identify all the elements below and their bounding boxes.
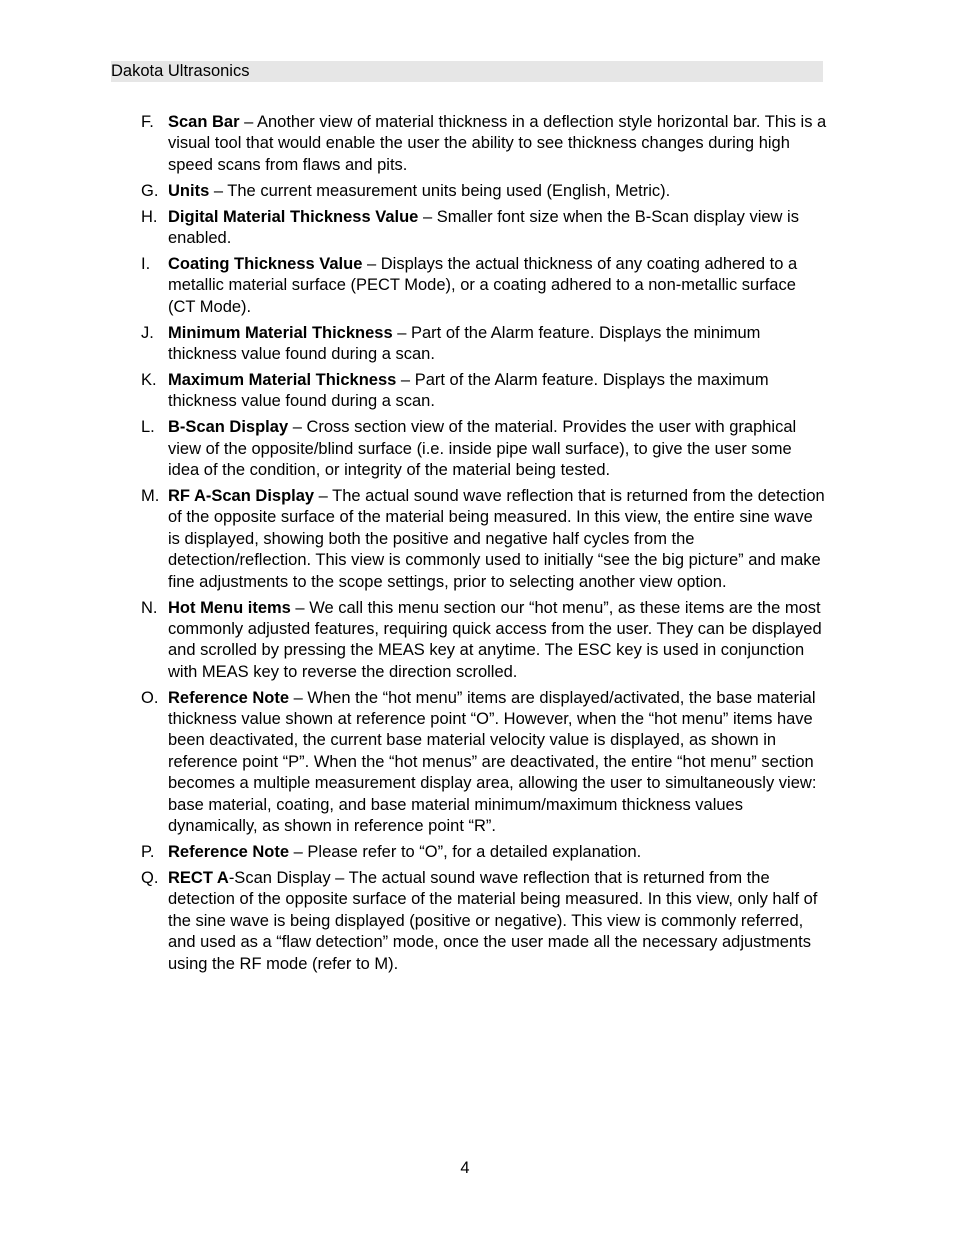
- item-term: RECT A: [168, 868, 229, 887]
- item-letter: K.: [141, 370, 157, 389]
- list-item-n: [137, 598, 827, 684]
- item-letter: O.: [141, 688, 159, 707]
- item-term: RF A-Scan Display: [168, 487, 315, 505]
- item-letter: G.: [141, 181, 159, 200]
- item-letter: H.: [141, 207, 158, 226]
- item-term: Units: [168, 181, 210, 200]
- item-letter: I.: [141, 254, 151, 273]
- item-term: Reference Note: [168, 843, 290, 861]
- list-item-i: [137, 254, 827, 318]
- item-description: – Part of the Alarm feature. Displays the maximum thickness value found during a scan.: [168, 370, 769, 411]
- item-description: – Another view of material thickness in a deflection style horizontal bar. This is a visual tool that would enable the user the ability to see thickness changes during high speed scans from flaws and pits.: [168, 113, 827, 174]
- list-item-o: [137, 688, 827, 838]
- list-item-f: [137, 112, 827, 176]
- item-letter: P.: [141, 843, 155, 861]
- item-term: Hot Menu items: [168, 598, 291, 617]
- item-letter: J.: [141, 323, 154, 342]
- item-letter: F.: [141, 113, 154, 131]
- list-item-q: [137, 868, 827, 975]
- list-item-l: [137, 417, 827, 481]
- list-item-p: [137, 842, 827, 863]
- item-term: Scan Bar: [168, 113, 240, 131]
- item-letter: N.: [141, 598, 158, 617]
- page-number: 4: [460, 1159, 470, 1177]
- item-description: – When the “hot menu” items are displayed/activated, the base material thickness value shown at reference point “O”. However, when the “hot menu” items have been deactivated, the current base material velocity value is displayed, as shown in reference point “P”. When the “hot menus” are deactivated, the entire “hot menu” section becomes a multiple measurement display area, allowing the user to simultaneously view: base material, coating, and base material minimum/maximum thickness values dynamically, as shown in reference point “R”.: [168, 688, 817, 836]
- header-title: Dakota Ultrasonics: [111, 62, 250, 80]
- item-description: – Part of the Alarm feature. Displays the minimum thickness value found during a scan.: [168, 323, 761, 364]
- item-letter: M.: [141, 487, 160, 505]
- feature-list: [137, 112, 827, 979]
- item-description: – Smaller font size when the B-Scan display view is enabled.: [168, 207, 799, 248]
- item-description: – Cross section view of the material. Provides the user with graphical view of the opposite/blind surface (i.e. inside pipe wall surface), to give the user some idea of the condition, or integrity of the material being tested.: [168, 418, 797, 480]
- item-term: B-Scan Display: [168, 418, 289, 437]
- item-term: Digital Material Thickness Value: [168, 207, 419, 226]
- item-letter: L.: [141, 418, 155, 437]
- list-item-k: [137, 370, 827, 413]
- item-description: – Please refer to “O”, for a detailed explanation.: [289, 843, 642, 861]
- item-term: Maximum Material Thickness: [168, 370, 397, 389]
- list-item-g: [137, 181, 827, 202]
- list-item-m: [137, 486, 827, 593]
- page-header: [111, 61, 823, 82]
- item-description: – Displays the actual thickness of any coating adhered to a metallic material surface (PECT Mode), or a coating adhered to a non-metallic surface (CT Mode).: [168, 254, 798, 316]
- item-letter: Q.: [141, 868, 159, 887]
- item-description: – We call this menu section our “hot menu”, as these items are the most commonly adjusted features, requiring quick access from the user. They can be displayed and scrolled by pressing the MEAS key at anytime. The ESC key is used in conjunction with MEAS key to reverse the direction scrolled.: [168, 598, 822, 681]
- item-description: – The actual sound wave reflection that is returned from the detection of the opposite surface of the material being measured. In this view, the entire sine wave is displayed, showing both the positive and negative half cycles from the detection/reflection. This view is commonly used to initially “see the big picture” and make fine adjustments to the scope settings, prior to selecting another view option.: [168, 487, 825, 591]
- item-description: -Scan Display – The actual sound wave reflection that is returned from the detection of the opposite surface of the material being measured. In this view, only half of the sine wave is being displayed (positive or negative). This view is commonly referred, and used as a “flaw detection” mode, once the user made all the necessary adjustments using the RF mode (refer to M).: [168, 868, 818, 973]
- item-term: Minimum Material Thickness: [168, 323, 393, 342]
- item-term: Reference Note: [168, 688, 290, 707]
- list-item-j: [137, 323, 827, 366]
- list-item-h: [137, 207, 827, 250]
- item-term: Coating Thickness Value: [168, 254, 363, 273]
- item-description: – The current measurement units being used (English, Metric).: [209, 181, 671, 200]
